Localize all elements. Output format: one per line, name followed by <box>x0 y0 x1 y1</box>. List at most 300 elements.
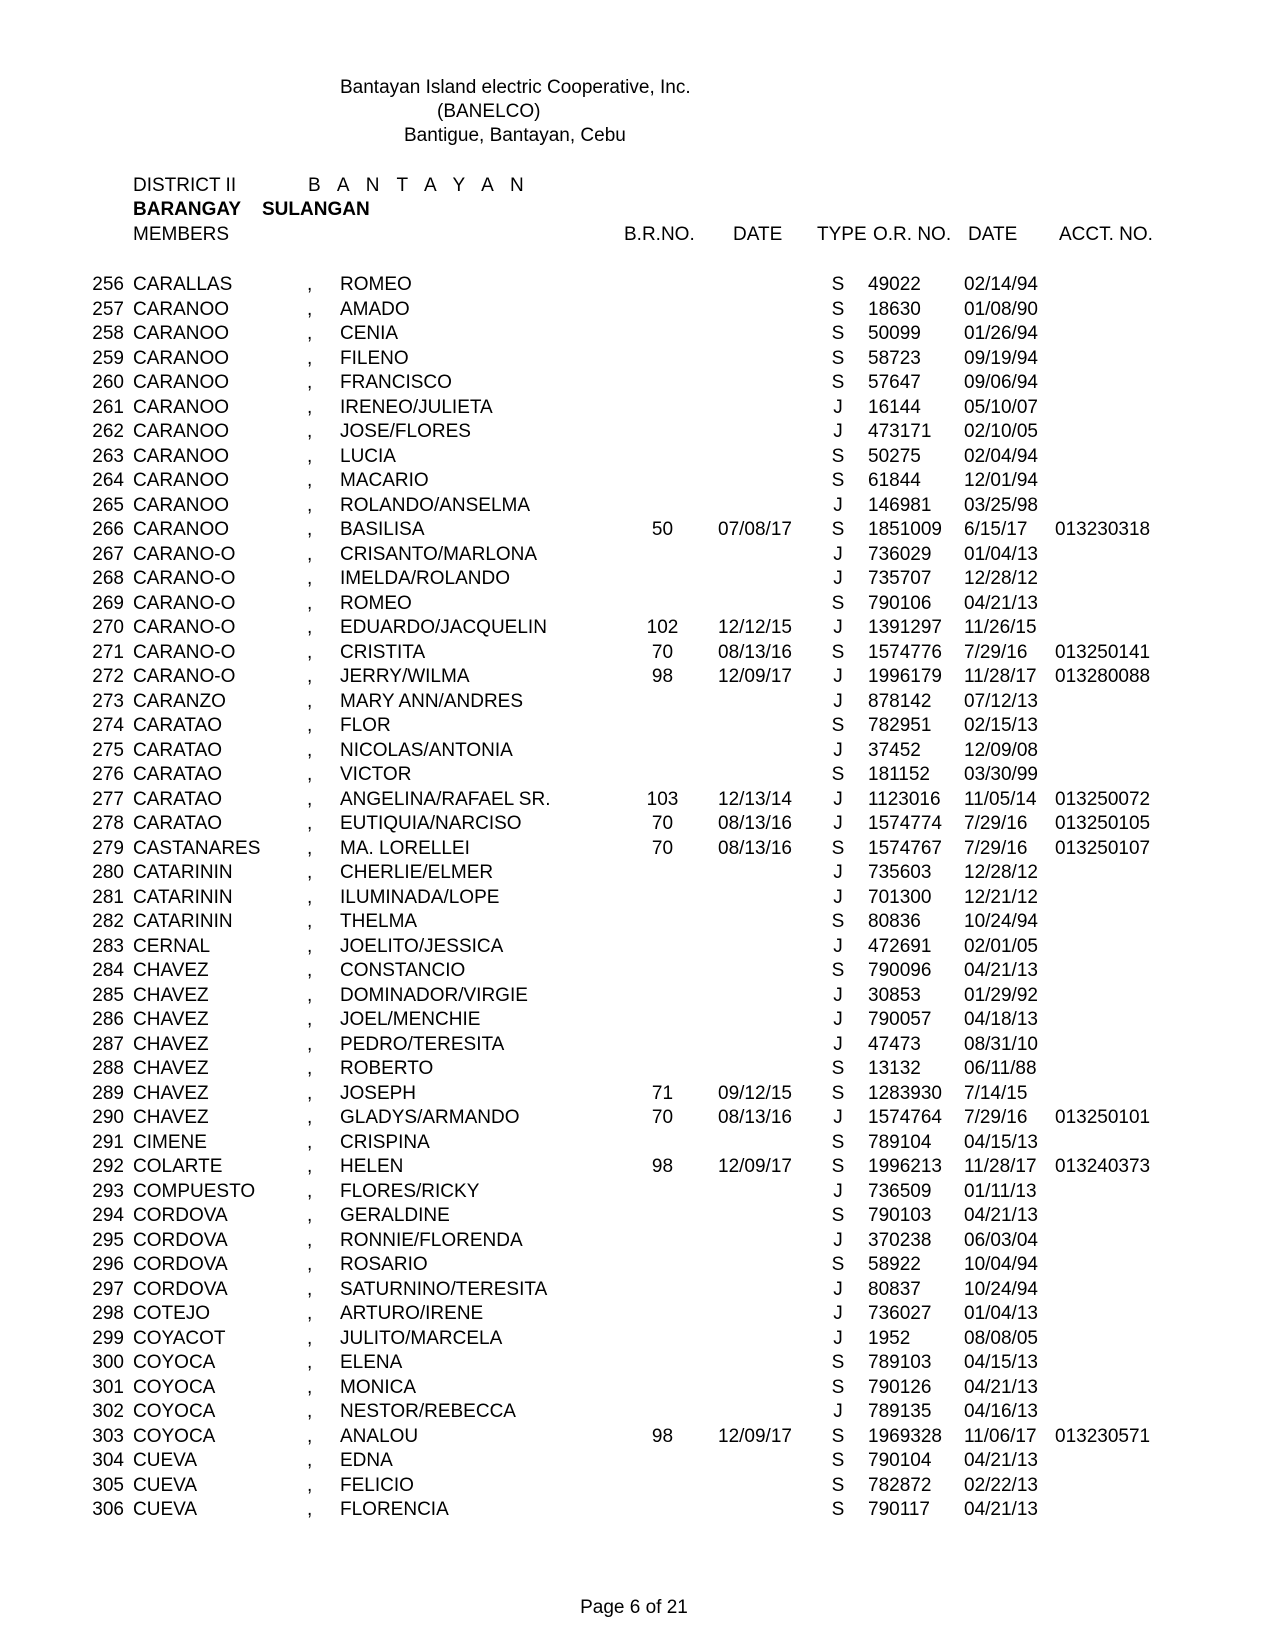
member-number: 301 <box>92 1376 124 1398</box>
or-date: 10/24/94 <box>964 1278 1038 1300</box>
member-number: 260 <box>92 372 124 393</box>
member-first-name: MARY ANN/ANDRES <box>340 690 524 712</box>
account-number: 013250141 <box>1055 641 1151 663</box>
member-last-name: CARANO-O <box>133 641 236 663</box>
member-last-name: CHAVEZ <box>133 984 209 1006</box>
br-number: 98 <box>651 1156 674 1177</box>
member-number: 273 <box>92 690 124 712</box>
page-number: Page 6 of 21 <box>580 1597 688 1618</box>
name-separator: , <box>307 1156 313 1177</box>
name-separator: , <box>307 1058 313 1079</box>
table-row <box>0 837 1275 862</box>
table-row <box>0 641 1275 666</box>
member-first-name: RONNIE/FLORENDA <box>340 1229 523 1251</box>
member-first-name: ROSARIO <box>340 1254 428 1275</box>
or-date: 04/21/13 <box>964 960 1038 981</box>
member-last-name: CATARININ <box>133 862 233 883</box>
member-number: 277 <box>92 788 124 810</box>
member-last-name: CARANOO <box>133 396 230 418</box>
or-date: 01/08/90 <box>964 298 1038 320</box>
membership-type: J <box>833 666 843 687</box>
member-first-name: PEDRO/TERESITA <box>340 1033 505 1055</box>
name-separator: , <box>307 813 313 834</box>
member-last-name: COTEJO <box>133 1303 211 1324</box>
member-last-name: CORDOVA <box>133 1278 228 1300</box>
or-date: 04/15/13 <box>964 1352 1038 1373</box>
account-number: 013230571 <box>1055 1425 1151 1447</box>
name-separator: , <box>307 372 313 393</box>
or-number: 1283930 <box>868 1082 942 1104</box>
member-last-name: CUEVA <box>133 1474 198 1496</box>
br-date: 12/09/17 <box>718 1425 792 1447</box>
table-row <box>0 665 1275 690</box>
or-date: 04/21/13 <box>964 1376 1038 1398</box>
or-date: 06/11/88 <box>964 1058 1037 1079</box>
table-row <box>0 469 1275 494</box>
or-number: 790126 <box>868 1376 932 1398</box>
or-number: 50099 <box>868 323 921 344</box>
member-first-name: FRANCISCO <box>340 372 452 393</box>
member-first-name: MACARIO <box>340 470 429 491</box>
member-number: 290 <box>92 1107 124 1128</box>
or-number: 18630 <box>868 298 921 320</box>
membership-type: S <box>831 298 845 320</box>
or-date: 02/04/94 <box>964 445 1038 467</box>
name-separator: , <box>307 347 313 369</box>
member-first-name: FLORENCIA <box>340 1499 449 1520</box>
column-header-or-no: O.R. NO. <box>873 224 952 245</box>
member-first-name: FLOR <box>340 715 391 736</box>
or-number: 790104 <box>868 1450 932 1471</box>
or-number: 472691 <box>868 935 932 957</box>
table-row <box>0 1302 1275 1327</box>
table-row <box>0 861 1275 886</box>
table-row <box>0 1253 1275 1278</box>
member-first-name: ROMEO <box>340 592 412 614</box>
membership-type: J <box>833 1278 843 1300</box>
membership-type: S <box>831 1474 845 1496</box>
name-separator: , <box>307 396 313 418</box>
or-number: 370238 <box>868 1229 932 1251</box>
or-number: 878142 <box>868 690 932 712</box>
table-row <box>0 1474 1275 1499</box>
member-last-name: CARANOO <box>133 421 230 442</box>
name-separator: , <box>307 1278 313 1300</box>
table-row <box>0 298 1275 323</box>
or-date: 7/29/16 <box>964 1107 1028 1128</box>
member-number: 289 <box>92 1082 124 1104</box>
or-date: 09/19/94 <box>964 347 1038 369</box>
member-number: 283 <box>92 935 124 957</box>
or-date: 08/31/10 <box>964 1033 1038 1055</box>
member-number: 284 <box>92 960 124 981</box>
membership-type: J <box>833 494 843 516</box>
or-date: 04/21/13 <box>964 1499 1038 1520</box>
or-number: 1123016 <box>868 788 941 810</box>
name-separator: , <box>307 1033 313 1055</box>
or-number: 80837 <box>868 1278 921 1300</box>
or-number: 61844 <box>868 470 921 491</box>
membership-type: J <box>833 984 843 1006</box>
member-number: 276 <box>92 764 124 785</box>
member-first-name: BASILISA <box>340 519 425 540</box>
member-first-name: IRENEO/JULIETA <box>340 396 493 418</box>
or-date: 04/18/13 <box>964 1009 1038 1030</box>
barangay-name: SULANGAN <box>262 199 370 220</box>
membership-type: S <box>831 1156 845 1177</box>
member-first-name: ILUMINADA/LOPE <box>340 886 500 908</box>
br-date: 12/09/17 <box>718 666 792 687</box>
membership-type: S <box>831 274 845 295</box>
or-date: 01/11/13 <box>964 1180 1037 1202</box>
account-number: 013250107 <box>1055 837 1151 859</box>
or-number: 1996213 <box>868 1156 942 1177</box>
or-date: 04/15/13 <box>964 1131 1038 1153</box>
member-number: 297 <box>92 1278 124 1300</box>
name-separator: , <box>307 1450 313 1471</box>
or-number: 736029 <box>868 543 932 565</box>
table-row <box>0 371 1275 396</box>
member-first-name: JOSEPH <box>340 1082 417 1104</box>
or-date: 04/21/13 <box>964 1450 1038 1471</box>
column-header-or-date: DATE <box>968 224 1018 245</box>
member-last-name: CHAVEZ <box>133 960 209 981</box>
br-number: 103 <box>646 788 679 810</box>
name-separator: , <box>307 935 313 957</box>
membership-type: S <box>831 1058 845 1079</box>
table-row <box>0 935 1275 960</box>
or-number: 735707 <box>868 568 932 589</box>
or-number: 80836 <box>868 911 921 932</box>
br-number: 70 <box>651 813 674 834</box>
member-last-name: CARANO-O <box>133 592 236 614</box>
table-row <box>0 788 1275 813</box>
membership-type: S <box>831 1499 845 1520</box>
br-date: 12/13/14 <box>718 788 792 810</box>
membership-type: S <box>831 1352 845 1373</box>
member-first-name: EDNA <box>340 1450 393 1471</box>
or-number: 701300 <box>868 886 932 908</box>
member-first-name: GLADYS/ARMANDO <box>340 1107 520 1128</box>
or-date: 08/08/05 <box>964 1327 1038 1349</box>
member-last-name: CARANOO <box>133 519 230 540</box>
table-row <box>0 420 1275 445</box>
name-separator: , <box>307 715 313 736</box>
member-number: 306 <box>92 1499 124 1520</box>
br-date: 09/12/15 <box>718 1082 792 1104</box>
name-separator: , <box>307 1009 313 1030</box>
table-row <box>0 886 1275 911</box>
member-first-name: JOEL/MENCHIE <box>340 1009 481 1030</box>
or-number: 736509 <box>868 1180 932 1202</box>
member-last-name: CASTANARES <box>133 837 261 859</box>
member-number: 267 <box>92 543 124 565</box>
member-last-name: CARATAO <box>133 715 223 736</box>
district-label: DISTRICT II <box>133 175 237 196</box>
member-number: 274 <box>92 715 124 736</box>
name-separator: , <box>307 1474 313 1496</box>
name-separator: , <box>307 1352 313 1373</box>
or-date: 03/25/98 <box>964 494 1038 516</box>
member-first-name: HELEN <box>340 1156 404 1177</box>
member-last-name: CARALLAS <box>133 274 233 295</box>
or-date: 01/29/92 <box>964 984 1038 1006</box>
table-row <box>0 1033 1275 1058</box>
membership-type: J <box>833 1107 843 1128</box>
membership-type: J <box>833 739 843 761</box>
member-last-name: COYACOT <box>133 1327 226 1349</box>
account-number: 013250105 <box>1055 813 1151 834</box>
or-number: 789103 <box>868 1352 932 1373</box>
member-last-name: CARATAO <box>133 739 223 761</box>
or-number: 782872 <box>868 1474 932 1496</box>
table-row <box>0 1057 1275 1082</box>
or-date: 09/06/94 <box>964 372 1038 393</box>
member-number: 286 <box>92 1009 124 1030</box>
or-number: 47473 <box>868 1033 921 1055</box>
member-number: 296 <box>92 1254 124 1275</box>
or-date: 10/24/94 <box>964 911 1038 932</box>
membership-type: S <box>831 960 845 981</box>
or-date: 01/26/94 <box>964 323 1038 344</box>
table-row <box>0 1106 1275 1131</box>
member-number: 300 <box>92 1352 124 1373</box>
account-number: 013250101 <box>1055 1107 1151 1128</box>
br-date: 07/08/17 <box>718 519 792 540</box>
table-row <box>0 1400 1275 1425</box>
or-date: 7/29/16 <box>964 837 1028 859</box>
membership-type: S <box>831 1205 845 1226</box>
member-last-name: COYOCA <box>133 1425 216 1447</box>
br-date: 08/13/16 <box>718 837 792 859</box>
name-separator: , <box>307 862 313 883</box>
member-first-name: FILENO <box>340 347 409 369</box>
membership-type: J <box>833 543 843 565</box>
member-number: 299 <box>92 1327 124 1349</box>
membership-type: S <box>831 1376 845 1398</box>
member-first-name: JULITO/MARCELA <box>340 1327 503 1349</box>
membership-type: J <box>833 1229 843 1251</box>
table-row <box>0 396 1275 421</box>
table-row <box>0 543 1275 568</box>
membership-type: J <box>833 396 843 418</box>
membership-type: S <box>831 372 845 393</box>
or-date: 12/28/12 <box>964 568 1038 589</box>
table-row <box>0 1351 1275 1376</box>
or-number: 735603 <box>868 862 932 883</box>
member-number: 291 <box>92 1131 124 1153</box>
member-last-name: CARANO-O <box>133 666 236 687</box>
table-row <box>0 1376 1275 1401</box>
or-number: 790057 <box>868 1009 932 1030</box>
or-number: 782951 <box>868 715 932 736</box>
member-first-name: IMELDA/ROLANDO <box>340 568 510 589</box>
membership-type: J <box>833 690 843 712</box>
membership-type: S <box>831 1425 845 1447</box>
name-separator: , <box>307 592 313 614</box>
membership-type: J <box>833 1401 843 1422</box>
membership-type: S <box>831 764 845 785</box>
member-first-name: JERRY/WILMA <box>340 666 470 687</box>
member-number: 281 <box>92 886 124 908</box>
member-first-name: SATURNINO/TERESITA <box>340 1278 548 1300</box>
br-date: 08/13/16 <box>718 641 792 663</box>
or-date: 06/03/04 <box>964 1229 1038 1251</box>
name-separator: , <box>307 494 313 516</box>
name-separator: , <box>307 1499 313 1520</box>
member-last-name: CARANZO <box>133 690 226 712</box>
or-date: 02/14/94 <box>964 274 1038 295</box>
table-row <box>0 1008 1275 1033</box>
column-header-br-no: B.R.NO. <box>624 224 695 245</box>
district-name: B A N T A Y A N <box>308 175 530 196</box>
or-date: 12/01/94 <box>964 470 1038 491</box>
member-number: 270 <box>92 617 124 638</box>
member-number: 304 <box>92 1450 124 1471</box>
name-separator: , <box>307 1082 313 1104</box>
membership-type: S <box>831 445 845 467</box>
br-number: 71 <box>651 1082 674 1104</box>
or-number: 1574764 <box>868 1107 942 1128</box>
member-last-name: CIMENE <box>133 1131 207 1153</box>
br-number: 70 <box>651 837 674 859</box>
or-date: 11/06/17 <box>964 1425 1037 1447</box>
br-date: 08/13/16 <box>718 813 792 834</box>
table-row <box>0 616 1275 641</box>
name-separator: , <box>307 1205 313 1226</box>
member-number: 265 <box>92 494 124 516</box>
membership-type: S <box>831 323 845 344</box>
membership-type: J <box>833 1033 843 1055</box>
name-separator: , <box>307 641 313 663</box>
name-separator: , <box>307 788 313 810</box>
member-last-name: CHAVEZ <box>133 1058 209 1079</box>
organization-address: Bantigue, Bantayan, Cebu <box>404 125 626 146</box>
membership-type: S <box>831 470 845 491</box>
member-number: 261 <box>92 396 124 418</box>
table-row <box>0 1449 1275 1474</box>
name-separator: , <box>307 1131 313 1153</box>
member-last-name: CARANOO <box>133 323 230 344</box>
name-separator: , <box>307 274 313 295</box>
member-last-name: CARANOO <box>133 347 230 369</box>
member-first-name: FELICIO <box>340 1474 414 1496</box>
or-number: 1996179 <box>868 666 942 687</box>
member-number: 288 <box>92 1058 124 1079</box>
member-first-name: NICOLAS/ANTONIA <box>340 739 513 761</box>
membership-type: J <box>833 935 843 957</box>
member-number: 257 <box>92 298 124 320</box>
member-number: 268 <box>92 568 124 589</box>
membership-type: J <box>833 421 843 442</box>
table-row <box>0 1082 1275 1107</box>
table-row <box>0 690 1275 715</box>
member-last-name: CARANOO <box>133 470 230 491</box>
name-separator: , <box>307 1401 313 1422</box>
column-header-acct-no: ACCT. NO. <box>1059 224 1153 245</box>
member-last-name: CARATAO <box>133 788 223 810</box>
or-date: 12/21/12 <box>964 886 1038 908</box>
member-number: 266 <box>92 519 124 540</box>
account-number: 013250072 <box>1055 788 1151 810</box>
column-header-date: DATE <box>733 224 783 245</box>
member-last-name: COYOCA <box>133 1352 216 1373</box>
table-row <box>0 959 1275 984</box>
table-row <box>0 494 1275 519</box>
account-number: 013230318 <box>1055 519 1151 540</box>
member-first-name: ANALOU <box>340 1425 419 1447</box>
or-number: 13132 <box>868 1058 921 1079</box>
name-separator: , <box>307 1425 313 1447</box>
members-list <box>0 273 1275 1523</box>
member-first-name: THELMA <box>340 911 418 932</box>
or-date: 07/12/13 <box>964 690 1038 712</box>
member-number: 279 <box>92 837 124 859</box>
or-date: 02/15/13 <box>964 715 1038 736</box>
br-number: 70 <box>651 1107 674 1128</box>
or-number: 37452 <box>868 739 921 761</box>
membership-type: J <box>833 1303 843 1324</box>
member-number: 264 <box>92 470 124 491</box>
member-last-name: CERNAL <box>133 935 211 957</box>
or-date: 05/10/07 <box>964 396 1038 418</box>
member-number: 282 <box>92 911 124 932</box>
name-separator: , <box>307 445 313 467</box>
table-row <box>0 347 1275 372</box>
table-row <box>0 812 1275 837</box>
member-number: 292 <box>92 1156 124 1177</box>
or-number: 58723 <box>868 347 921 369</box>
membership-type: J <box>833 886 843 908</box>
member-number: 285 <box>92 984 124 1006</box>
table-row <box>0 714 1275 739</box>
membership-type: S <box>831 1082 845 1104</box>
member-last-name: CHAVEZ <box>133 1107 209 1128</box>
member-last-name: CARANO-O <box>133 568 236 589</box>
member-first-name: NESTOR/REBECCA <box>340 1401 516 1422</box>
member-number: 295 <box>92 1229 124 1251</box>
member-first-name: CENIA <box>340 323 399 344</box>
or-date: 11/05/14 <box>964 788 1037 810</box>
name-separator: , <box>307 911 313 932</box>
or-number: 50275 <box>868 445 921 467</box>
member-first-name: EUTIQUIA/NARCISO <box>340 813 522 834</box>
member-first-name: CONSTANCIO <box>340 960 466 981</box>
member-last-name: COYOCA <box>133 1401 216 1422</box>
member-last-name: CUEVA <box>133 1499 198 1520</box>
table-row <box>0 592 1275 617</box>
member-first-name: ROBERTO <box>340 1058 434 1079</box>
table-row <box>0 567 1275 592</box>
or-date: 11/28/17 <box>964 1156 1037 1177</box>
membership-type: S <box>831 519 845 540</box>
membership-type: J <box>833 1009 843 1030</box>
name-separator: , <box>307 323 313 344</box>
membership-type: S <box>831 1450 845 1471</box>
membership-type: S <box>831 1131 845 1153</box>
table-row <box>0 1278 1275 1303</box>
membership-type: S <box>831 911 845 932</box>
name-separator: , <box>307 1376 313 1398</box>
membership-type: J <box>833 788 843 810</box>
organization-abbreviation: (BANELCO) <box>437 101 541 122</box>
member-last-name: CHAVEZ <box>133 1033 209 1055</box>
member-last-name: CARANOO <box>133 445 230 467</box>
or-date: 12/09/08 <box>964 739 1038 761</box>
or-date: 04/16/13 <box>964 1401 1038 1422</box>
or-number: 49022 <box>868 274 921 295</box>
or-number: 790117 <box>868 1499 930 1520</box>
